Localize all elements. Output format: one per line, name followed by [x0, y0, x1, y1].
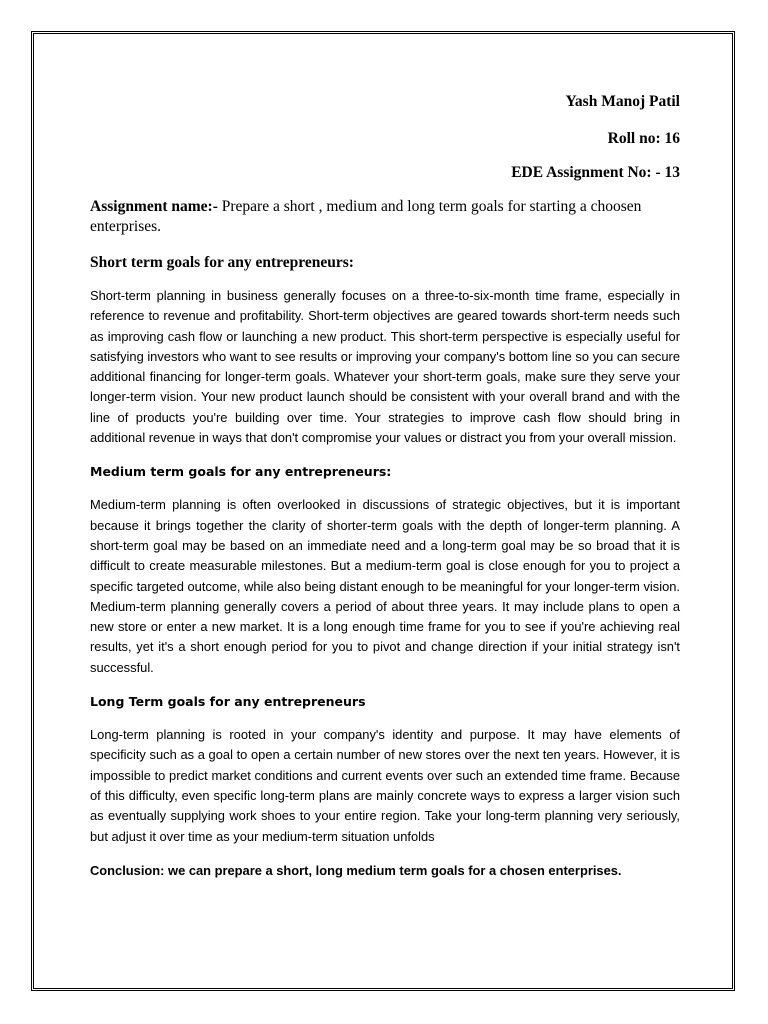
long-term-heading: Long Term goals for any entrepreneurs	[90, 694, 366, 710]
conclusion: Conclusion: we can prepare a short, long medium term goals for a chosen enterprises.	[90, 862, 622, 878]
long-term-paragraph: Long-term planning is rooted in your company's identity and purpose. It may have elements of specificity such as a goal to open a certain number of new stores over the next ten years. However, it is impossible to predict market conditions and current events over such an extended time frame. Because of this difficulty, even specific long-term plans are mainly concrete ways to express a larger vision such as eventually supplying work shoes to your entire region. Take your long-term planning very seriously, but adjust it over time as your medium-term situation unfolds	[90, 727, 680, 844]
short-term-heading: Short term goals for any entrepreneurs:	[90, 254, 354, 271]
medium-term-heading: Medium term goals for any entrepreneurs:	[90, 464, 392, 480]
roll-number: Roll no: 16	[607, 130, 680, 147]
assignment-number: EDE Assignment No: - 13	[511, 164, 680, 181]
assignment-name-text: Prepare a short , medium and long term goals for starting a choosen enterprises.	[90, 198, 642, 235]
assignment-name	[90, 197, 680, 237]
medium-term-paragraph: Medium-term planning is often overlooked in discussions of strategic objectives, but it is important because it brings together the clarity of shorter-term goals with the depth of longer-term planning. A short-term goal may be based on an immediate need and a long-term goal may be so broad that it is difficult to create measurable milestones. But a medium-term goal is close enough for you to project a specific targeted outcome, while also being distant enough to be meaningful for your longer-term vision. Medium-term planning generally covers a period of about three years. It may include plans to open a new store or enter a new market. It is a long enough time frame for you to see if you're achieving real results, yet it's a short enough period for you to pivot and change direction if your initial strategy isn't successful.	[90, 497, 680, 675]
short-term-paragraph: Short-term planning in business generally focuses on a three-to-six-month time frame, especially in reference to revenue and profitability. Short-term objectives are geared towards short-term needs such as improving cash flow or launching a new product. This short-term perspective is especially useful for satisfying investors who want to see results or improving your company's bottom line so you can secure additional financing for longer-term goals. Whatever your short-term goals, make sure they serve your longer-term vision. Your new product launch should be consistent with your overall brand and with the line of products you're building over time. Your strategies to improve cash flow should bring in additional revenue in ways that don't compromise your values or distract you from your overall mission.	[90, 288, 680, 446]
assignment-name-label: Assignment name:-	[90, 198, 218, 215]
document-body	[90, 88, 680, 881]
student-name: Yash Manoj Patil	[565, 93, 680, 110]
